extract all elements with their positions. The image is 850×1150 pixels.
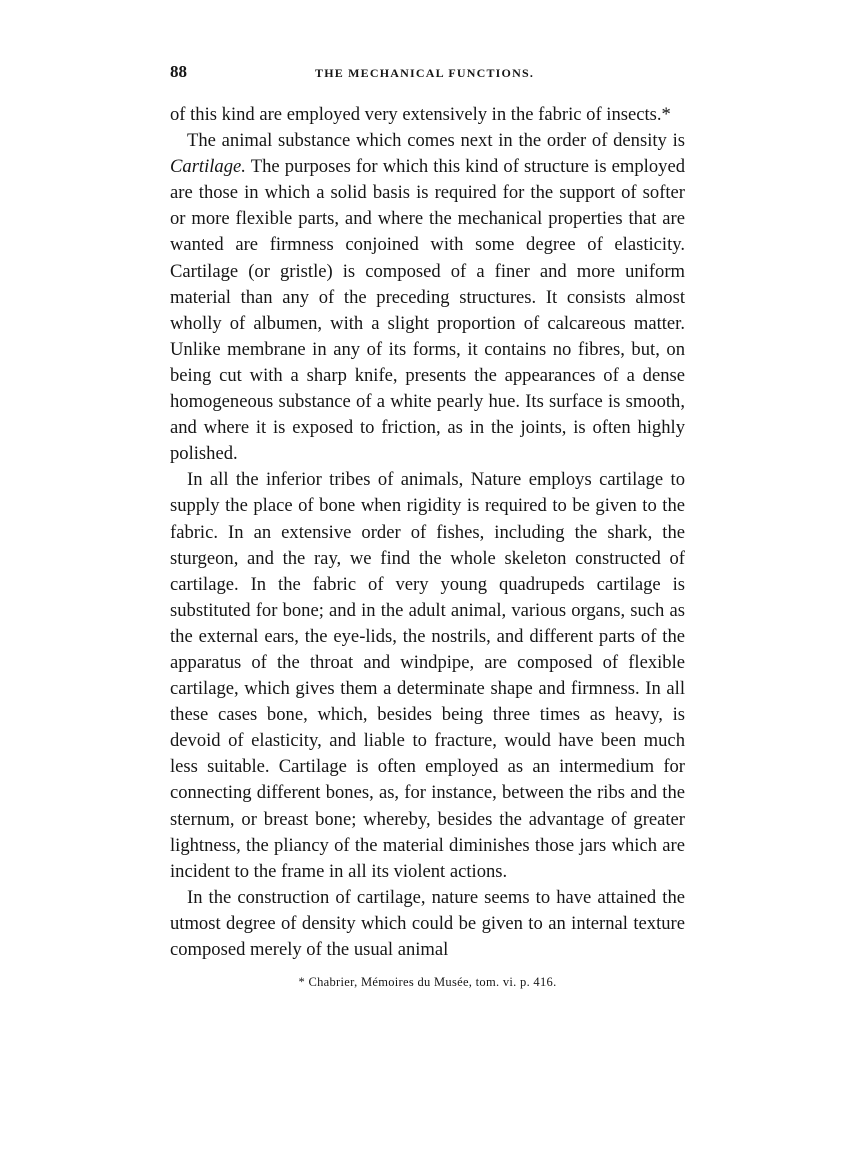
paragraph-continuation: [170, 102, 685, 128]
paragraph-text: The animal substance which comes next in the order of density is: [187, 130, 685, 152]
running-head: [170, 62, 685, 86]
paragraph-text: The purposes for which this kind of structure is employed are those in which a solid basis is required for the support of softer or more flexible parts, and where the mechanical properties that are wanted are firmness conjoined with some degree of elasticity. Cartilage (or gristle) is composed of a finer and more uniform material than any of the preceding structures. It consists almost wholly of albumen, with a slight proportion of calcareous matter. Unlike membrane in any of its forms, it contains no fibres, but, on being cut with a sharp knife, presents the appearances of a dense homogeneous substance of a white pearly hue. Its surface is smooth, and where it is exposed to friction, as in the joints, is often highly polished.: [170, 156, 685, 465]
paragraph-text: In the construction of cartilage, nature seems to have attained the utmost degree of density which could be given to an internal texture composed merely of the usual animal: [170, 886, 685, 960]
body-text: [170, 102, 685, 963]
italic-term-cartilage: Cartilage.: [170, 156, 246, 178]
running-title: THE MECHANICAL FUNCTIONS.: [315, 66, 535, 80]
book-page: [170, 62, 685, 990]
paragraph-text: of this kind are employed very extensively in the fabric of insects.*: [170, 104, 671, 125]
paragraph-construction: [170, 885, 685, 963]
paragraph-text: In all the inferior tribes of animals, Nature employs cartilage to supply the place of bone when rigidity is required to be given to the fabric. In an extensive order of fishes, including the shark, the sturgeon, and the ray, we find the whole skeleton constructed of cartilage. In the fabric of very young quadrupeds cartilage is substituted for bone; and in the adult animal, various organs, such as the external ears, the eye-lids, the nostrils, and different parts of the apparatus of the throat and windpipe, are composed of flexible cartilage, which gives them a determinate shape and firmness. In all these cases bone, which, besides being three times as heavy, is devoid of elasticity, and liable to fracture, would have been much less suitable. Cartilage is often employed as an intermedium for connecting different bones, as, for instance, between the ribs and the sternum, or breast bone; whereby, besides the advantage of greater lightness, the pliancy of the material diminishes those jars which are incident to the frame in all its violent actions.: [170, 469, 685, 882]
paragraph-cartilage-intro: [170, 128, 685, 467]
footnote: * Chabrier, Mémoires du Musée, tom. vi. p. 416.: [298, 975, 557, 990]
paragraph-inferior-tribes: [170, 467, 685, 885]
page-number: 88: [170, 62, 187, 81]
